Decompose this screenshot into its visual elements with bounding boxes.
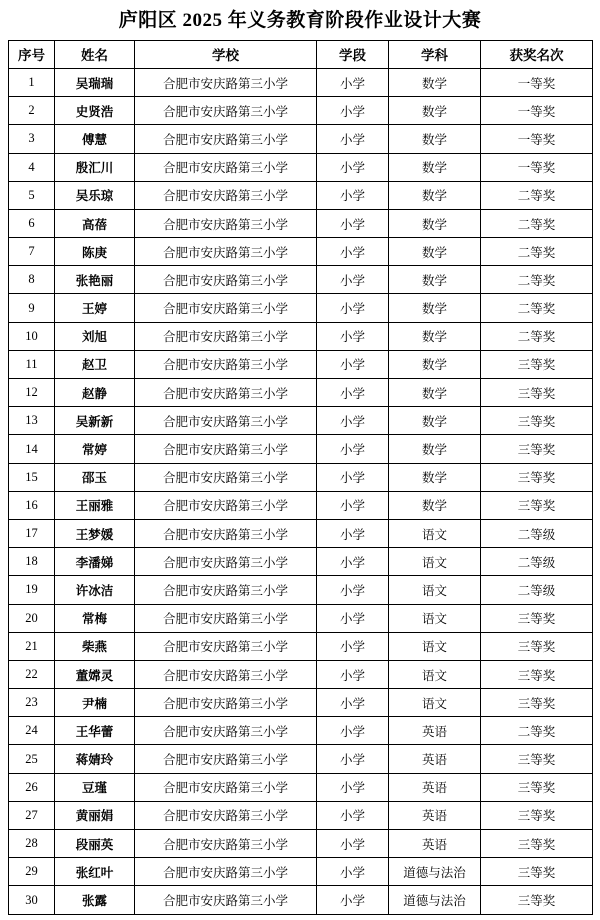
cell-stage: 小学: [317, 632, 389, 660]
cell-name: 柴燕: [55, 632, 135, 660]
cell-subject: 数学: [389, 125, 481, 153]
cell-award: 二等奖: [481, 209, 593, 237]
cell-award: 三等奖: [481, 745, 593, 773]
cell-school: 合肥市安庆路第三小学: [135, 209, 317, 237]
cell-school: 合肥市安庆路第三小学: [135, 717, 317, 745]
cell-subject: 数学: [389, 97, 481, 125]
cell-school: 合肥市安庆路第三小学: [135, 689, 317, 717]
cell-stage: 小学: [317, 773, 389, 801]
cell-name: 常婷: [55, 435, 135, 463]
cell-award: 二等奖: [481, 181, 593, 209]
table-body: [9, 68, 593, 914]
cell-index: 15: [9, 463, 55, 491]
cell-school: 合肥市安庆路第三小学: [135, 68, 317, 96]
cell-stage: 小学: [317, 576, 389, 604]
cell-stage: 小学: [317, 322, 389, 350]
table-row: [9, 773, 593, 801]
cell-subject: 数学: [389, 350, 481, 378]
cell-award: 三等奖: [481, 660, 593, 688]
cell-name: 傅慧: [55, 125, 135, 153]
cell-stage: 小学: [317, 519, 389, 547]
cell-school: 合肥市安庆路第三小学: [135, 830, 317, 858]
cell-stage: 小学: [317, 294, 389, 322]
cell-name: 邵玉: [55, 463, 135, 491]
cell-stage: 小学: [317, 660, 389, 688]
cell-school: 合肥市安庆路第三小学: [135, 153, 317, 181]
cell-name: 张红叶: [55, 858, 135, 886]
table-row: [9, 604, 593, 632]
cell-subject: 数学: [389, 181, 481, 209]
cell-school: 合肥市安庆路第三小学: [135, 350, 317, 378]
cell-award: 三等奖: [481, 435, 593, 463]
table-row: [9, 519, 593, 547]
cell-subject: 数学: [389, 379, 481, 407]
cell-award: 一等奖: [481, 97, 593, 125]
cell-stage: 小学: [317, 238, 389, 266]
cell-school: 合肥市安庆路第三小学: [135, 322, 317, 350]
cell-stage: 小学: [317, 604, 389, 632]
column-header-subject: 学科: [389, 40, 481, 68]
table-row: [9, 125, 593, 153]
cell-school: 合肥市安庆路第三小学: [135, 463, 317, 491]
table-row: [9, 266, 593, 294]
cell-school: 合肥市安庆路第三小学: [135, 660, 317, 688]
cell-index: 30: [9, 886, 55, 914]
cell-name: 赵卫: [55, 350, 135, 378]
cell-school: 合肥市安庆路第三小学: [135, 435, 317, 463]
award-list-table: [8, 40, 593, 915]
cell-award: 二等级: [481, 519, 593, 547]
column-header-school: 学校: [135, 40, 317, 68]
cell-name: 王梦媛: [55, 519, 135, 547]
cell-subject: 数学: [389, 463, 481, 491]
cell-index: 7: [9, 238, 55, 266]
cell-name: 高蓓: [55, 209, 135, 237]
table-row: [9, 830, 593, 858]
cell-award: 三等奖: [481, 604, 593, 632]
cell-award: 三等奖: [481, 463, 593, 491]
cell-subject: 数学: [389, 238, 481, 266]
cell-subject: 数学: [389, 266, 481, 294]
cell-index: 21: [9, 632, 55, 660]
cell-stage: 小学: [317, 209, 389, 237]
cell-award: 三等奖: [481, 632, 593, 660]
cell-subject: 数学: [389, 294, 481, 322]
cell-award: 三等奖: [481, 773, 593, 801]
cell-index: 1: [9, 68, 55, 96]
table-row: [9, 548, 593, 576]
column-header-stage: 学段: [317, 40, 389, 68]
cell-award: 一等奖: [481, 68, 593, 96]
cell-school: 合肥市安庆路第三小学: [135, 548, 317, 576]
table-header: [9, 40, 593, 68]
table-row: [9, 407, 593, 435]
cell-award: 三等奖: [481, 491, 593, 519]
cell-award: 三等奖: [481, 689, 593, 717]
cell-index: 19: [9, 576, 55, 604]
cell-name: 张露: [55, 886, 135, 914]
cell-subject: 数学: [389, 407, 481, 435]
cell-school: 合肥市安庆路第三小学: [135, 97, 317, 125]
cell-index: 25: [9, 745, 55, 773]
cell-subject: 语文: [389, 548, 481, 576]
cell-subject: 语文: [389, 576, 481, 604]
cell-stage: 小学: [317, 491, 389, 519]
cell-subject: 数学: [389, 491, 481, 519]
cell-award: 三等奖: [481, 379, 593, 407]
cell-index: 22: [9, 660, 55, 688]
cell-name: 豆瑾: [55, 773, 135, 801]
cell-stage: 小学: [317, 125, 389, 153]
table-row: [9, 238, 593, 266]
cell-school: 合肥市安庆路第三小学: [135, 773, 317, 801]
cell-award: 二等奖: [481, 717, 593, 745]
cell-index: 23: [9, 689, 55, 717]
cell-school: 合肥市安庆路第三小学: [135, 294, 317, 322]
cell-name: 刘旭: [55, 322, 135, 350]
cell-award: 三等奖: [481, 350, 593, 378]
cell-name: 张艳丽: [55, 266, 135, 294]
cell-index: 5: [9, 181, 55, 209]
cell-subject: 道德与法治: [389, 858, 481, 886]
cell-index: 13: [9, 407, 55, 435]
cell-index: 9: [9, 294, 55, 322]
table-row: [9, 97, 593, 125]
cell-stage: 小学: [317, 407, 389, 435]
table-row: [9, 153, 593, 181]
cell-subject: 语文: [389, 660, 481, 688]
cell-subject: 语文: [389, 519, 481, 547]
cell-name: 王婷: [55, 294, 135, 322]
cell-award: 二等奖: [481, 322, 593, 350]
cell-school: 合肥市安庆路第三小学: [135, 745, 317, 773]
table-row: [9, 491, 593, 519]
cell-stage: 小学: [317, 463, 389, 491]
cell-award: 三等奖: [481, 830, 593, 858]
cell-name: 董嫦灵: [55, 660, 135, 688]
cell-subject: 语文: [389, 689, 481, 717]
cell-stage: 小学: [317, 350, 389, 378]
cell-award: 一等奖: [481, 153, 593, 181]
table-row: [9, 576, 593, 604]
table-row: [9, 689, 593, 717]
table-row: [9, 632, 593, 660]
cell-award: 三等奖: [481, 801, 593, 829]
cell-index: 11: [9, 350, 55, 378]
cell-subject: 英语: [389, 830, 481, 858]
cell-stage: 小学: [317, 745, 389, 773]
cell-name: 吴新新: [55, 407, 135, 435]
cell-subject: 语文: [389, 604, 481, 632]
cell-name: 王丽雅: [55, 491, 135, 519]
cell-index: 27: [9, 801, 55, 829]
cell-school: 合肥市安庆路第三小学: [135, 181, 317, 209]
cell-stage: 小学: [317, 379, 389, 407]
cell-name: 吴瑞瑞: [55, 68, 135, 96]
cell-name: 赵静: [55, 379, 135, 407]
cell-school: 合肥市安庆路第三小学: [135, 379, 317, 407]
column-header-name: 姓名: [55, 40, 135, 68]
cell-index: 3: [9, 125, 55, 153]
cell-name: 常梅: [55, 604, 135, 632]
cell-name: 史贤浩: [55, 97, 135, 125]
cell-name: 黄丽娟: [55, 801, 135, 829]
cell-school: 合肥市安庆路第三小学: [135, 266, 317, 294]
cell-subject: 数学: [389, 209, 481, 237]
cell-stage: 小学: [317, 801, 389, 829]
cell-index: 12: [9, 379, 55, 407]
cell-stage: 小学: [317, 689, 389, 717]
cell-award: 二等级: [481, 576, 593, 604]
cell-award: 一等奖: [481, 125, 593, 153]
cell-index: 8: [9, 266, 55, 294]
cell-stage: 小学: [317, 153, 389, 181]
table-row: [9, 294, 593, 322]
table-row: [9, 379, 593, 407]
cell-school: 合肥市安庆路第三小学: [135, 858, 317, 886]
column-header-award: 获奖名次: [481, 40, 593, 68]
cell-subject: 英语: [389, 717, 481, 745]
cell-name: 蒋婧玲: [55, 745, 135, 773]
cell-index: 4: [9, 153, 55, 181]
cell-name: 许冰洁: [55, 576, 135, 604]
table-row: [9, 322, 593, 350]
cell-index: 26: [9, 773, 55, 801]
cell-name: 殷汇川: [55, 153, 135, 181]
cell-name: 王华蕾: [55, 717, 135, 745]
cell-name: 陈庚: [55, 238, 135, 266]
cell-award: 二等奖: [481, 266, 593, 294]
cell-school: 合肥市安庆路第三小学: [135, 519, 317, 547]
cell-name: 李潘娣: [55, 548, 135, 576]
cell-school: 合肥市安庆路第三小学: [135, 801, 317, 829]
cell-subject: 英语: [389, 745, 481, 773]
cell-award: 三等奖: [481, 886, 593, 914]
cell-stage: 小学: [317, 886, 389, 914]
cell-award: 三等奖: [481, 407, 593, 435]
cell-index: 2: [9, 97, 55, 125]
cell-subject: 数学: [389, 322, 481, 350]
cell-name: 吴乐琼: [55, 181, 135, 209]
cell-subject: 英语: [389, 801, 481, 829]
cell-stage: 小学: [317, 266, 389, 294]
cell-school: 合肥市安庆路第三小学: [135, 238, 317, 266]
cell-index: 28: [9, 830, 55, 858]
cell-stage: 小学: [317, 97, 389, 125]
cell-stage: 小学: [317, 181, 389, 209]
table-row: [9, 717, 593, 745]
table-row: [9, 463, 593, 491]
cell-name: 尹楠: [55, 689, 135, 717]
cell-index: 20: [9, 604, 55, 632]
page-title: 庐阳区 2025 年义务教育阶段作业设计大赛: [118, 10, 482, 31]
cell-school: 合肥市安庆路第三小学: [135, 491, 317, 519]
cell-award: 二等奖: [481, 294, 593, 322]
cell-index: 10: [9, 322, 55, 350]
table-row: [9, 886, 593, 914]
cell-stage: 小学: [317, 858, 389, 886]
table-row: [9, 68, 593, 96]
table-row: [9, 181, 593, 209]
cell-index: 16: [9, 491, 55, 519]
cell-index: 29: [9, 858, 55, 886]
cell-subject: 数学: [389, 153, 481, 181]
cell-subject: 数学: [389, 435, 481, 463]
table-row: [9, 745, 593, 773]
cell-subject: 英语: [389, 773, 481, 801]
cell-award: 二等级: [481, 548, 593, 576]
cell-stage: 小学: [317, 717, 389, 745]
cell-name: 段丽英: [55, 830, 135, 858]
cell-index: 24: [9, 717, 55, 745]
cell-award: 二等奖: [481, 238, 593, 266]
cell-stage: 小学: [317, 435, 389, 463]
cell-subject: 语文: [389, 632, 481, 660]
table-row: [9, 350, 593, 378]
table-row: [9, 660, 593, 688]
cell-stage: 小学: [317, 830, 389, 858]
cell-index: 18: [9, 548, 55, 576]
cell-school: 合肥市安庆路第三小学: [135, 604, 317, 632]
cell-school: 合肥市安庆路第三小学: [135, 125, 317, 153]
cell-school: 合肥市安庆路第三小学: [135, 407, 317, 435]
cell-index: 14: [9, 435, 55, 463]
table-row: [9, 801, 593, 829]
table-row: [9, 435, 593, 463]
cell-stage: 小学: [317, 68, 389, 96]
cell-subject: 数学: [389, 68, 481, 96]
cell-index: 6: [9, 209, 55, 237]
cell-index: 17: [9, 519, 55, 547]
cell-stage: 小学: [317, 548, 389, 576]
table-row: [9, 209, 593, 237]
table-header-row: [9, 40, 593, 68]
cell-school: 合肥市安庆路第三小学: [135, 632, 317, 660]
cell-award: 三等奖: [481, 858, 593, 886]
cell-school: 合肥市安庆路第三小学: [135, 886, 317, 914]
cell-subject: 道德与法治: [389, 886, 481, 914]
cell-school: 合肥市安庆路第三小学: [135, 576, 317, 604]
table-row: [9, 858, 593, 886]
column-header-index: 序号: [9, 40, 55, 68]
